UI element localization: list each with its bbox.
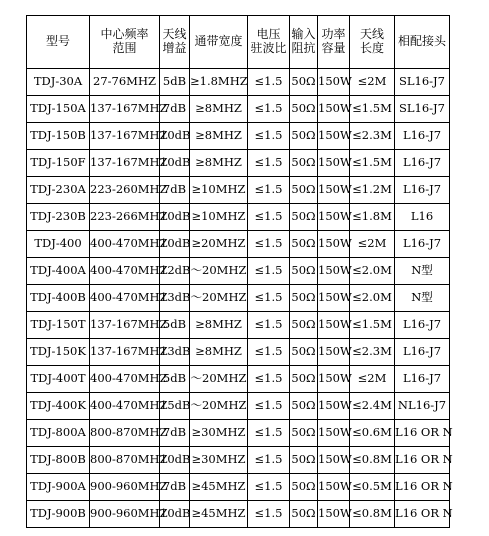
cell-model: TDJ-150A [27, 96, 90, 123]
cell-connector: SL16-J7 [395, 69, 450, 96]
header-power-capacity [318, 16, 350, 69]
cell-input-impedance: 50Ω [290, 447, 318, 474]
cell-vswr: ≤1.5 [248, 204, 290, 231]
table-row [27, 339, 450, 366]
cell-antenna-gain: 15dB [160, 393, 190, 420]
cell-input-impedance: 50Ω [290, 393, 318, 420]
header-line: 阻抗 [291, 41, 316, 55]
cell-power-capacity: 150W [318, 177, 350, 204]
cell-connector: L16 OR N [395, 447, 450, 474]
cell-antenna-length: ≤2M [350, 366, 395, 393]
cell-antenna-gain: 12dB [160, 258, 190, 285]
cell-connector: L16-J7 [395, 231, 450, 258]
cell-power-capacity: 150W [318, 393, 350, 420]
cell-input-impedance: 50Ω [290, 285, 318, 312]
cell-antenna-length: ≤1.5M [350, 96, 395, 123]
header-input-impedance [290, 16, 318, 69]
cell-antenna-gain: 7dB [160, 96, 190, 123]
cell-bandwidth: ≥10MHZ [190, 177, 248, 204]
cell-antenna-length: ≤0.8M [350, 501, 395, 528]
cell-model: TDJ-400K [27, 393, 90, 420]
cell-model: TDJ-230A [27, 177, 90, 204]
table-row [27, 258, 450, 285]
cell-connector: L16 OR N [395, 420, 450, 447]
cell-power-capacity: 150W [318, 258, 350, 285]
cell-antenna-length: ≤0.8M [350, 447, 395, 474]
cell-antenna-gain: 13dB [160, 285, 190, 312]
cell-power-capacity: 150W [318, 231, 350, 258]
cell-center-frequency-range: 223-260MHZ [90, 177, 160, 204]
cell-antenna-length: ≤2.4M [350, 393, 395, 420]
header-line: 增益 [162, 41, 187, 55]
cell-antenna-gain: 10dB [160, 447, 190, 474]
cell-antenna-gain: 7dB [160, 177, 190, 204]
cell-antenna-length: ≤1.2M [350, 177, 395, 204]
cell-model: TDJ-400A [27, 258, 90, 285]
cell-connector: NL16-J7 [395, 393, 450, 420]
cell-input-impedance: 50Ω [290, 258, 318, 285]
header-row [27, 16, 450, 69]
cell-connector: L16-J7 [395, 312, 450, 339]
cell-connector: L16 OR N [395, 474, 450, 501]
cell-bandwidth: ～20MHZ [190, 258, 248, 285]
cell-vswr: ≤1.5 [248, 312, 290, 339]
cell-model: TDJ-900A [27, 474, 90, 501]
cell-center-frequency-range: 900-960MHZ [90, 501, 160, 528]
cell-center-frequency-range: 27-76MHZ [90, 69, 160, 96]
cell-input-impedance: 50Ω [290, 150, 318, 177]
cell-model: TDJ-400B [27, 285, 90, 312]
header-antenna-gain [160, 16, 190, 69]
cell-vswr: ≤1.5 [248, 96, 290, 123]
cell-vswr: ≤1.5 [248, 69, 290, 96]
cell-antenna-gain: 10dB [160, 150, 190, 177]
cell-model: TDJ-150B [27, 123, 90, 150]
cell-center-frequency-range: 400-470MHZ [90, 393, 160, 420]
cell-connector: L16-J7 [395, 339, 450, 366]
table-row [27, 231, 450, 258]
table-row [27, 501, 450, 528]
cell-antenna-length: ≤1.5M [350, 312, 395, 339]
cell-input-impedance: 50Ω [290, 420, 318, 447]
cell-connector: L16-J7 [395, 177, 450, 204]
cell-antenna-length: ≤2.0M [350, 258, 395, 285]
header-line: 电压 [256, 27, 281, 42]
cell-model: TDJ-150T [27, 312, 90, 339]
cell-bandwidth: ≥1.8MHZ [190, 69, 248, 96]
cell-vswr: ≤1.5 [248, 366, 290, 393]
cell-vswr: ≤1.5 [248, 420, 290, 447]
cell-input-impedance: 50Ω [290, 474, 318, 501]
cell-connector: N型 [395, 285, 450, 312]
cell-model: TDJ-230B [27, 204, 90, 231]
antenna-spec-table [26, 15, 453, 528]
header-center-frequency-range [90, 16, 160, 69]
cell-input-impedance: 50Ω [290, 204, 318, 231]
table-row [27, 123, 450, 150]
cell-vswr: ≤1.5 [248, 474, 290, 501]
cell-power-capacity: 150W [318, 204, 350, 231]
header-line: 容量 [321, 41, 346, 55]
cell-bandwidth: ≥30MHZ [190, 420, 248, 447]
cell-power-capacity: 150W [318, 285, 350, 312]
cell-center-frequency-range: 800-870MHZ [90, 420, 160, 447]
cell-connector: L16 [395, 204, 450, 231]
cell-model: TDJ-30A [27, 69, 90, 96]
table-row [27, 312, 450, 339]
cell-bandwidth: ～20MHZ [190, 366, 248, 393]
cell-input-impedance: 50Ω [290, 69, 318, 96]
cell-power-capacity: 150W [318, 150, 350, 177]
cell-power-capacity: 150W [318, 366, 350, 393]
cell-connector: L16 OR N [395, 501, 450, 528]
cell-antenna-gain: 13dB [160, 339, 190, 366]
cell-power-capacity: 150W [318, 69, 350, 96]
cell-center-frequency-range: 137-167MHZ [90, 312, 160, 339]
header-line: 型号 [45, 34, 70, 49]
table-row [27, 366, 450, 393]
table-row [27, 420, 450, 447]
cell-bandwidth: ≥8MHZ [190, 150, 248, 177]
header-line: 中心频率 [100, 27, 149, 42]
table-row [27, 96, 450, 123]
cell-antenna-length: ≤2M [350, 231, 395, 258]
cell-antenna-gain: 10dB [160, 204, 190, 231]
cell-center-frequency-range: 400-470MHZ [90, 258, 160, 285]
cell-model: TDJ-900B [27, 501, 90, 528]
cell-bandwidth: ～20MHZ [190, 393, 248, 420]
cell-connector: L16-J7 [395, 123, 450, 150]
cell-power-capacity: 150W [318, 96, 350, 123]
table-row [27, 393, 450, 420]
cell-antenna-length: ≤0.6M [350, 420, 395, 447]
header-line: 天线 [359, 27, 384, 42]
table-row [27, 150, 450, 177]
cell-model: TDJ-400T [27, 366, 90, 393]
cell-vswr: ≤1.5 [248, 150, 290, 177]
header-bandwidth [190, 16, 248, 69]
cell-vswr: ≤1.5 [248, 501, 290, 528]
cell-vswr: ≤1.5 [248, 339, 290, 366]
cell-input-impedance: 50Ω [290, 96, 318, 123]
table-row [27, 69, 450, 96]
cell-antenna-gain: 5dB [160, 69, 190, 96]
table-body [27, 69, 453, 528]
cell-bandwidth: ≥45MHZ [190, 501, 248, 528]
cell-input-impedance: 50Ω [290, 312, 318, 339]
cell-vswr: ≤1.5 [248, 447, 290, 474]
header-vswr [248, 16, 290, 69]
table-row [27, 474, 450, 501]
header-line: 范围 [112, 41, 137, 55]
cell-antenna-length: ≤2.3M [350, 339, 395, 366]
cell-input-impedance: 50Ω [290, 366, 318, 393]
cell-antenna-gain: 10dB [160, 231, 190, 258]
cell-power-capacity: 150W [318, 123, 350, 150]
cell-model: TDJ-800A [27, 420, 90, 447]
header-line: 驻波比 [250, 41, 287, 55]
cell-antenna-gain: 5dB [160, 366, 190, 393]
cell-connector: SL16-J7 [395, 96, 450, 123]
cell-power-capacity: 150W [318, 420, 350, 447]
cell-antenna-gain: 10dB [160, 123, 190, 150]
cell-model: TDJ-800B [27, 447, 90, 474]
cell-antenna-length: ≤2M [350, 69, 395, 96]
table-row [27, 285, 450, 312]
cell-vswr: ≤1.5 [248, 177, 290, 204]
cell-center-frequency-range: 400-470MHZ [90, 366, 160, 393]
cell-input-impedance: 50Ω [290, 339, 318, 366]
header-line: 功率 [321, 27, 346, 42]
cell-vswr: ≤1.5 [248, 123, 290, 150]
cell-center-frequency-range: 900-960MHZ [90, 474, 160, 501]
cell-bandwidth: ≥30MHZ [190, 447, 248, 474]
cell-antenna-length: ≤2.3M [350, 123, 395, 150]
cell-antenna-gain: 7dB [160, 420, 190, 447]
cell-center-frequency-range: 800-870MHZ [90, 447, 160, 474]
cell-bandwidth: ≥8MHZ [190, 339, 248, 366]
header-line: 相配接头 [397, 34, 446, 49]
cell-antenna-gain: 7dB [160, 474, 190, 501]
cell-connector: L16-J7 [395, 150, 450, 177]
cell-power-capacity: 150W [318, 447, 350, 474]
cell-bandwidth: ≥45MHZ [190, 474, 248, 501]
cell-antenna-length: ≤1.8M [350, 204, 395, 231]
cell-antenna-gain: 5dB [160, 312, 190, 339]
cell-power-capacity: 150W [318, 501, 350, 528]
cell-center-frequency-range: 137-167MHZ [90, 123, 160, 150]
cell-input-impedance: 50Ω [290, 123, 318, 150]
cell-antenna-gain: 10dB [160, 501, 190, 528]
header-model [27, 16, 90, 69]
cell-input-impedance: 50Ω [290, 231, 318, 258]
cell-center-frequency-range: 400-470MHZ [90, 285, 160, 312]
cell-connector: N型 [395, 258, 450, 285]
cell-bandwidth: ～20MHZ [190, 285, 248, 312]
cell-vswr: ≤1.5 [248, 231, 290, 258]
cell-antenna-length: ≤2.0M [350, 285, 395, 312]
cell-bandwidth: ≥8MHZ [190, 123, 248, 150]
cell-antenna-length: ≤0.5M [350, 474, 395, 501]
table-header [27, 16, 450, 69]
cell-input-impedance: 50Ω [290, 501, 318, 528]
cell-model: TDJ-150F [27, 150, 90, 177]
cell-power-capacity: 150W [318, 339, 350, 366]
header-antenna-length [350, 16, 395, 69]
cell-model: TDJ-400 [27, 231, 90, 258]
cell-vswr: ≤1.5 [248, 258, 290, 285]
cell-model: TDJ-150K [27, 339, 90, 366]
header-line: 长度 [359, 41, 384, 55]
table-row [27, 447, 450, 474]
header-line: 通带宽度 [194, 34, 243, 49]
cell-connector: L16-J7 [395, 366, 450, 393]
cell-power-capacity: 150W [318, 474, 350, 501]
cell-center-frequency-range: 137-167MHZ [90, 150, 160, 177]
cell-bandwidth: ≥8MHZ [190, 312, 248, 339]
cell-center-frequency-range: 400-470MHZ [90, 231, 160, 258]
header-connector [395, 16, 450, 69]
header-line: 天线 [162, 27, 187, 42]
cell-bandwidth: ≥10MHZ [190, 204, 248, 231]
cell-input-impedance: 50Ω [290, 177, 318, 204]
cell-antenna-length: ≤1.5M [350, 150, 395, 177]
header-line: 输入 [291, 27, 316, 42]
cell-bandwidth: ≥8MHZ [190, 96, 248, 123]
cell-center-frequency-range: 223-266MHZ [90, 204, 160, 231]
table-row [27, 177, 450, 204]
cell-center-frequency-range: 137-167MHZ [90, 339, 160, 366]
cell-vswr: ≤1.5 [248, 393, 290, 420]
cell-bandwidth: ≥20MHZ [190, 231, 248, 258]
table-row [27, 204, 450, 231]
cell-vswr: ≤1.5 [248, 285, 290, 312]
cell-center-frequency-range: 137-167MHZ [90, 96, 160, 123]
cell-power-capacity: 150W [318, 312, 350, 339]
